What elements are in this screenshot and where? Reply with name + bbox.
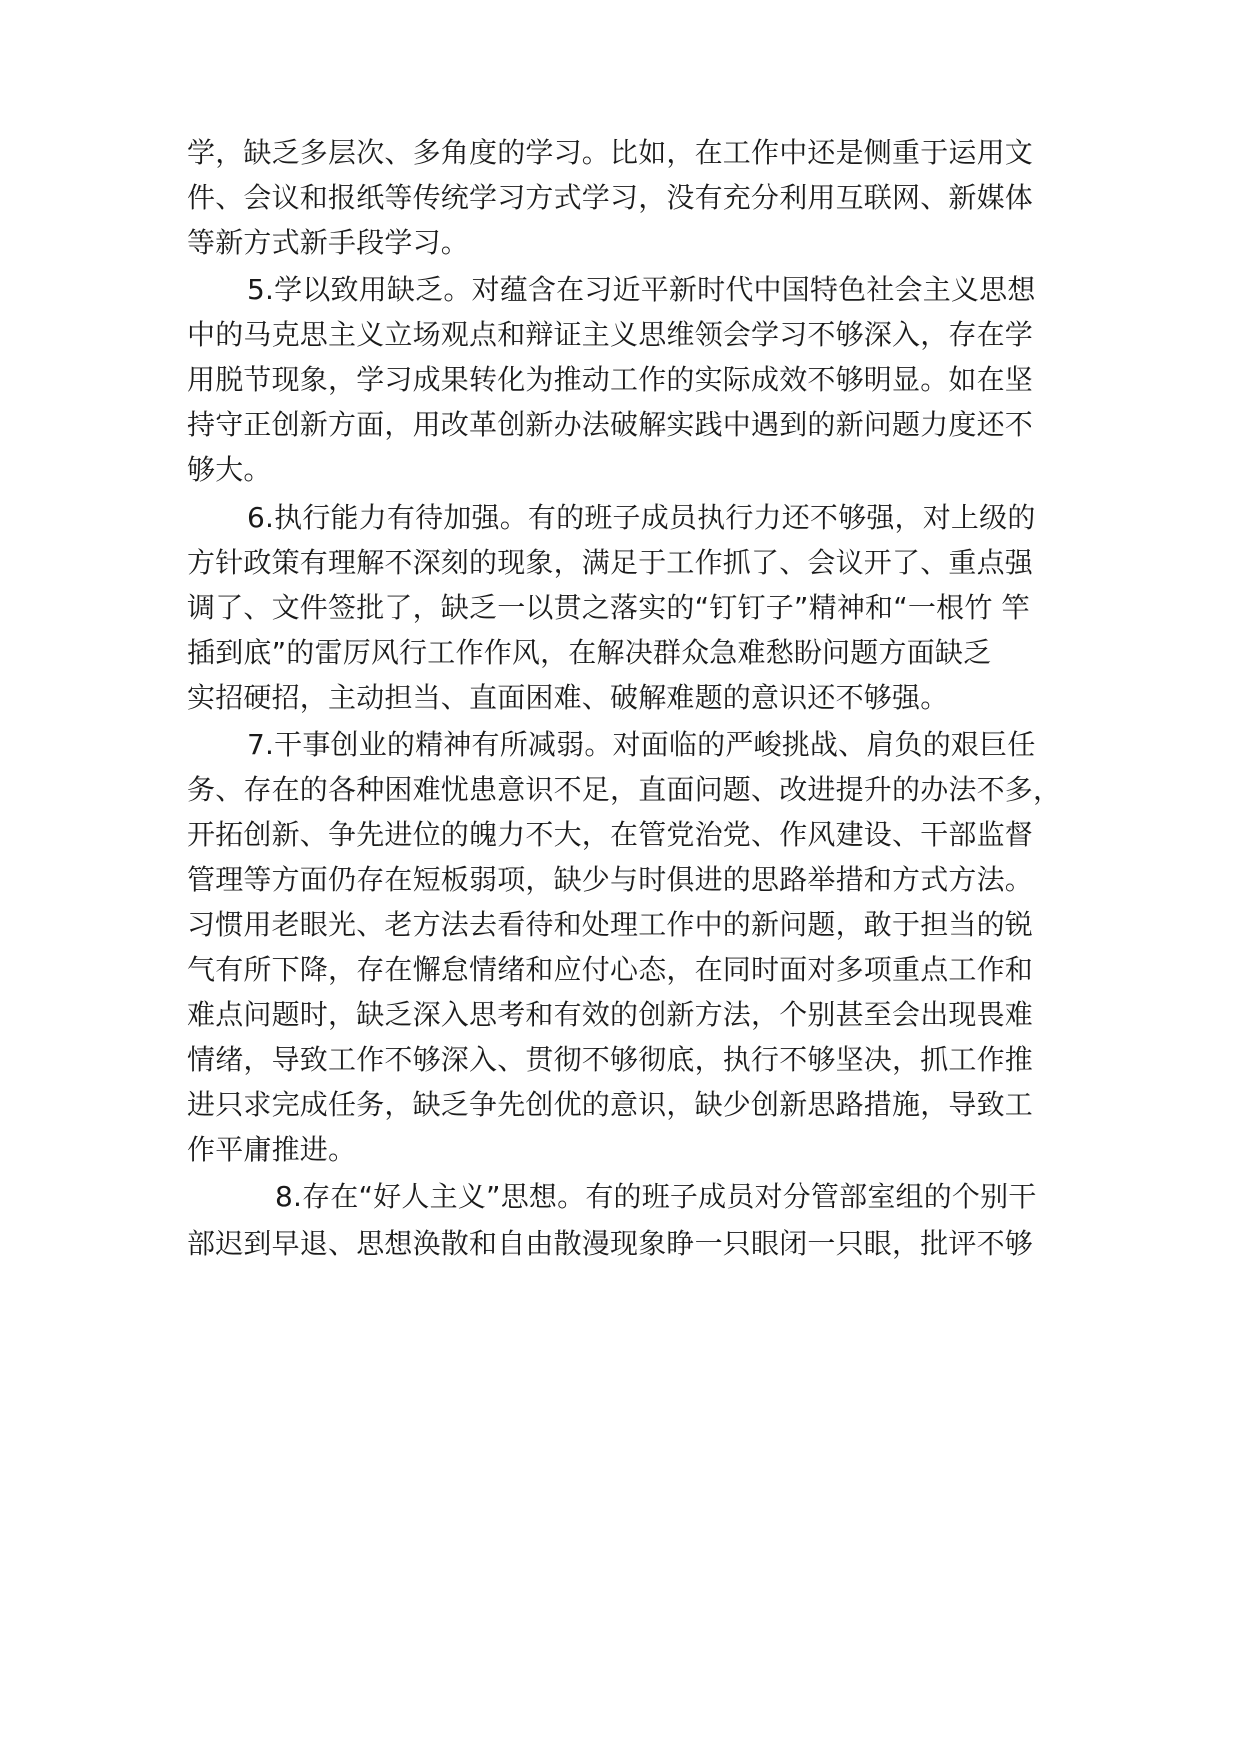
text-line: 学，缺乏多层次、多角度的学习。比如，在工作中还是侧重于运用文 xyxy=(187,136,1034,169)
text-line: 6.执行能力有待加强。有的班子成员执行力还不够强，对上级的 xyxy=(247,501,1036,534)
text-line: 作平庸推进。 xyxy=(187,1133,357,1166)
text-line: 情绪，导致工作不够深入、贯彻不够彻底，执行不够坚决，抓工作推 xyxy=(187,1043,1034,1076)
text-line: 5.学以致用缺乏。对蕴含在习近平新时代中国特色社会主义思想 xyxy=(247,273,1036,306)
text-line: 调了、文件签批了，缺乏一以贯之落实的“钉钉子”精神和“一根竹 竿 xyxy=(187,591,1030,624)
text-line: 插到底”的雷厉风行工作作风，在解决群众急难愁盼问题方面缺乏 xyxy=(187,636,992,669)
text-line: 部迟到早退、思想涣散和自由散漫现象睁一只眼闭一只眼，批评不够 xyxy=(187,1227,1034,1260)
text-line: 管理等方面仍存在短板弱项，缺少与时俱进的思路举措和方式方法。 xyxy=(187,863,1034,896)
text-line: 气有所下降，存在懈怠情绪和应付心态，在同时面对多项重点工作和 xyxy=(187,953,1034,986)
text-line: 8.存在“好人主义”思想。有的班子成员对分管部室组的个别干 xyxy=(275,1180,1037,1213)
text-line: 进只求完成任务，缺乏争先创优的意识，缺少创新思路措施，导致工 xyxy=(187,1088,1034,1121)
text-line: 件、会议和报纸等传统学习方式学习，没有充分利用互联网、新媒体 xyxy=(187,181,1034,214)
text-line: 用脱节现象，学习成果转化为推动工作的实际成效不够明显。如在坚 xyxy=(187,363,1034,396)
text-line: 持守正创新方面，用改革创新办法破解实践中遇到的新问题力度还不 xyxy=(187,408,1034,441)
text-line: 方针政策有理解不深刻的现象，满足于工作抓了、会议开了、重点强 xyxy=(187,546,1034,579)
text-line: 中的马克思主义立场观点和辩证主义思维领会学习不够深入，存在学 xyxy=(187,318,1034,351)
text-line: 习惯用老眼光、老方法去看待和处理工作中的新问题，敢于担当的锐 xyxy=(187,908,1034,941)
text-line: 难点问题时，缺乏深入思考和有效的创新方法，个别甚至会出现畏难 xyxy=(187,998,1034,1031)
text-line: 7.干事创业的精神有所减弱。对面临的严峻挑战、肩负的艰巨任 xyxy=(247,728,1036,761)
text-line: 够大。 xyxy=(187,453,272,486)
text-line: 开拓创新、争先进位的魄力不大，在管党治党、作风建设、干部监督 xyxy=(187,818,1034,851)
text-line: 实招硬招，主动担当、直面困难、破解难题的意识还不够强。 xyxy=(187,681,949,714)
text-line: 等新方式新手段学习。 xyxy=(187,226,470,259)
text-line: 务、存在的各种困难忧患意识不足，直面问题、改进提升的办法不多， xyxy=(187,773,1062,806)
